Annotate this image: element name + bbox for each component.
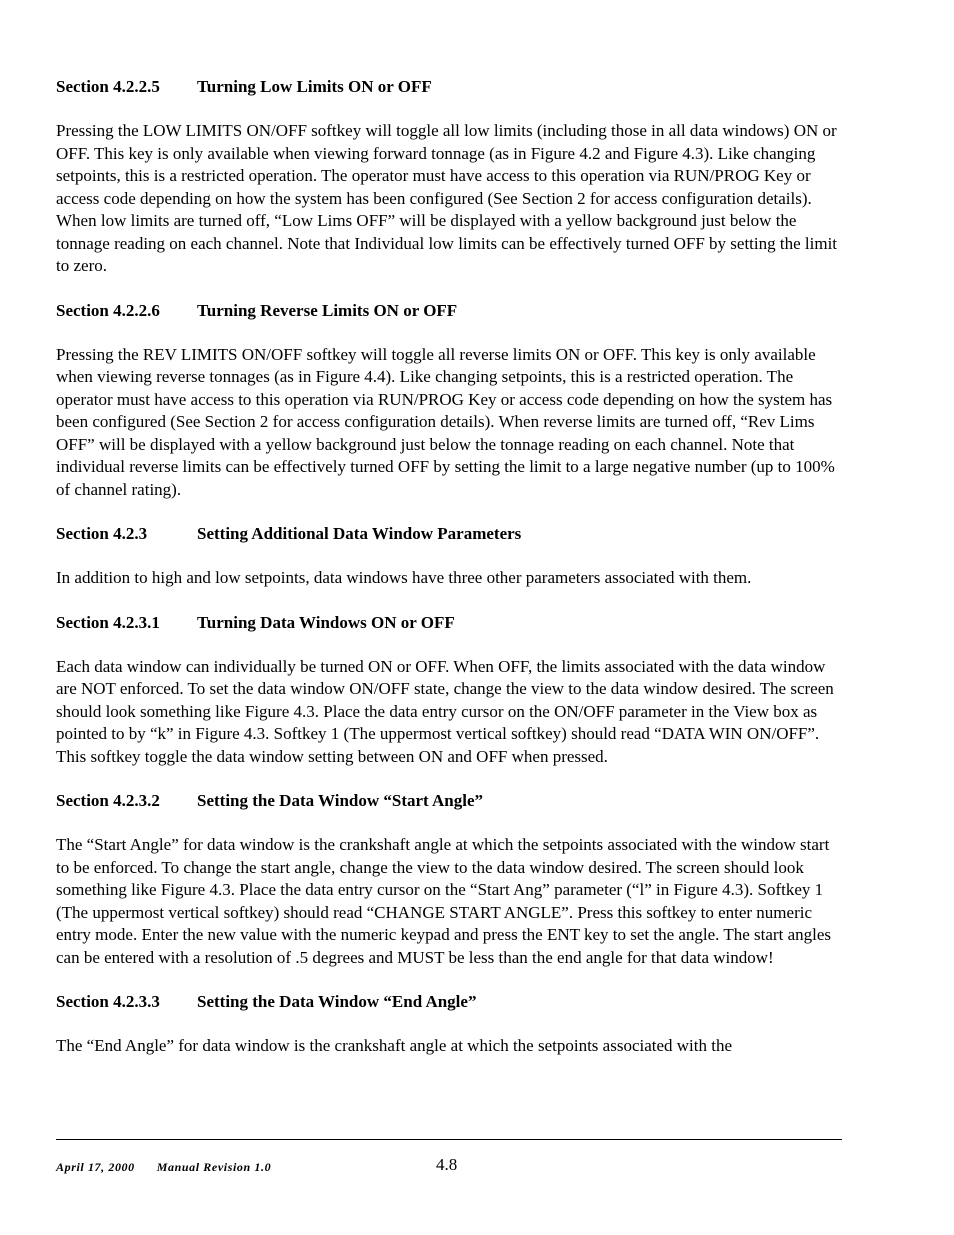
- section-paragraph: The “End Angle” for data window is the crankshaft angle at which the setpoints associated with the: [56, 1036, 733, 1055]
- page-content: [56, 76, 846, 1080]
- page-number: 4.8: [436, 1155, 458, 1174]
- section-number: Section 4.2.2.5: [56, 77, 160, 96]
- section-paragraph: The “Start Angle” for data window is the crankshaft angle at which the setpoints associated with the window start to be enforced. To change the start angle, change the view to the data window desired. The screen should look something like Figure 4.3. Place the data entry cursor on the “Start Ang” parameter (“l” in Figure 4.3). Softkey 1 (The uppermost vertical softkey) should read “CHANGE START ANGLE”. Press this softkey to enter numeric entry mode. Enter the new value with the numeric keypad and press the ENT key to set the angle. The start angles can be entered with a resolution of .5 degrees and MUST be less than the end angle for that data window!: [56, 835, 831, 967]
- section-number: Section 4.2.2.6: [56, 300, 160, 320]
- section-paragraph: In addition to high and low setpoints, data windows have three other parameters associated with them.: [56, 568, 752, 587]
- section-paragraph: Each data window can individually be turned ON or OFF. When OFF, the limits associated with the data window are NOT enforced. To set the data window ON/OFF state, change the view to the data window desired. The screen should look something like Figure 4.3. Place the data entry cursor on the ON/OFF parameter in the View box as pointed to by “k” in Figure 4.3. Softkey 1 (The uppermost vertical softkey) should read “DATA WIN ON/OFF”. This softkey toggle the data window setting between ON and OFF when pressed.: [56, 656, 834, 766]
- footer-divider: [56, 1139, 842, 1140]
- section-heading: [56, 790, 846, 812]
- section-title: Turning Reverse Limits ON or OFF: [197, 300, 458, 320]
- section-paragraph: Pressing the LOW LIMITS ON/OFF softkey will toggle all low limits (including those in all data windows) ON or OFF. This key is only available when viewing forward tonnage (as in Figure 4.2 and Figure 4.3). Like changing setpoints, this is a restricted operation. The operator must have access to this operation via RUN/PROG Key or access code depending on how the system has been configured (See Section 2 for access configuration details). When low limits are turned off, “Low Lims OFF” will be displayed with a yellow background just below the tonnage reading on each channel. Note that Individual low limits can be effectively turned OFF by setting the limit to zero.: [56, 121, 838, 275]
- section-number: Section 4.2.3.3: [56, 992, 160, 1011]
- section-number: Section 4.2.3.2: [56, 791, 160, 810]
- section-heading: [56, 991, 846, 1013]
- section-title: Setting the Data Window “Start Angle”: [197, 791, 484, 810]
- section-heading: [56, 76, 846, 98]
- section-heading: [56, 300, 846, 322]
- section-number: Section 4.2.3.1: [56, 612, 160, 632]
- section-number: Section 4.2.3: [56, 524, 148, 543]
- section-title: Turning Low Limits ON or OFF: [197, 77, 432, 96]
- section-heading: [56, 523, 846, 545]
- section-title: Turning Data Windows ON or OFF: [197, 612, 455, 632]
- section-title: Setting Additional Data Window Parameters: [197, 524, 522, 543]
- footer-revision: Manual Revision 1.0: [156, 1160, 272, 1174]
- footer-date: April 17, 2000: [56, 1160, 135, 1174]
- section-paragraph: Pressing the REV LIMITS ON/OFF softkey will toggle all reverse limits ON or OFF. This key is only available when viewing reverse tonnages (as in Figure 4.4). Like changing setpoints, this is a restricted operation. The operator must have access to this operation via RUN/PROG Key or access code depending on how the system has been configured (See Section 2 for access configuration details). When reverse limits are turned off, “Rev Lims OFF” will be displayed with a yellow background just below the tonnage reading on each channel. Note that individual reverse limits can be effectively turned OFF by setting the limit to a large negative number (up to 100% of channel rating).: [56, 344, 835, 499]
- footer-info: [56, 1160, 271, 1175]
- section-heading: [56, 612, 846, 634]
- section-title: Setting the Data Window “End Angle”: [197, 992, 477, 1011]
